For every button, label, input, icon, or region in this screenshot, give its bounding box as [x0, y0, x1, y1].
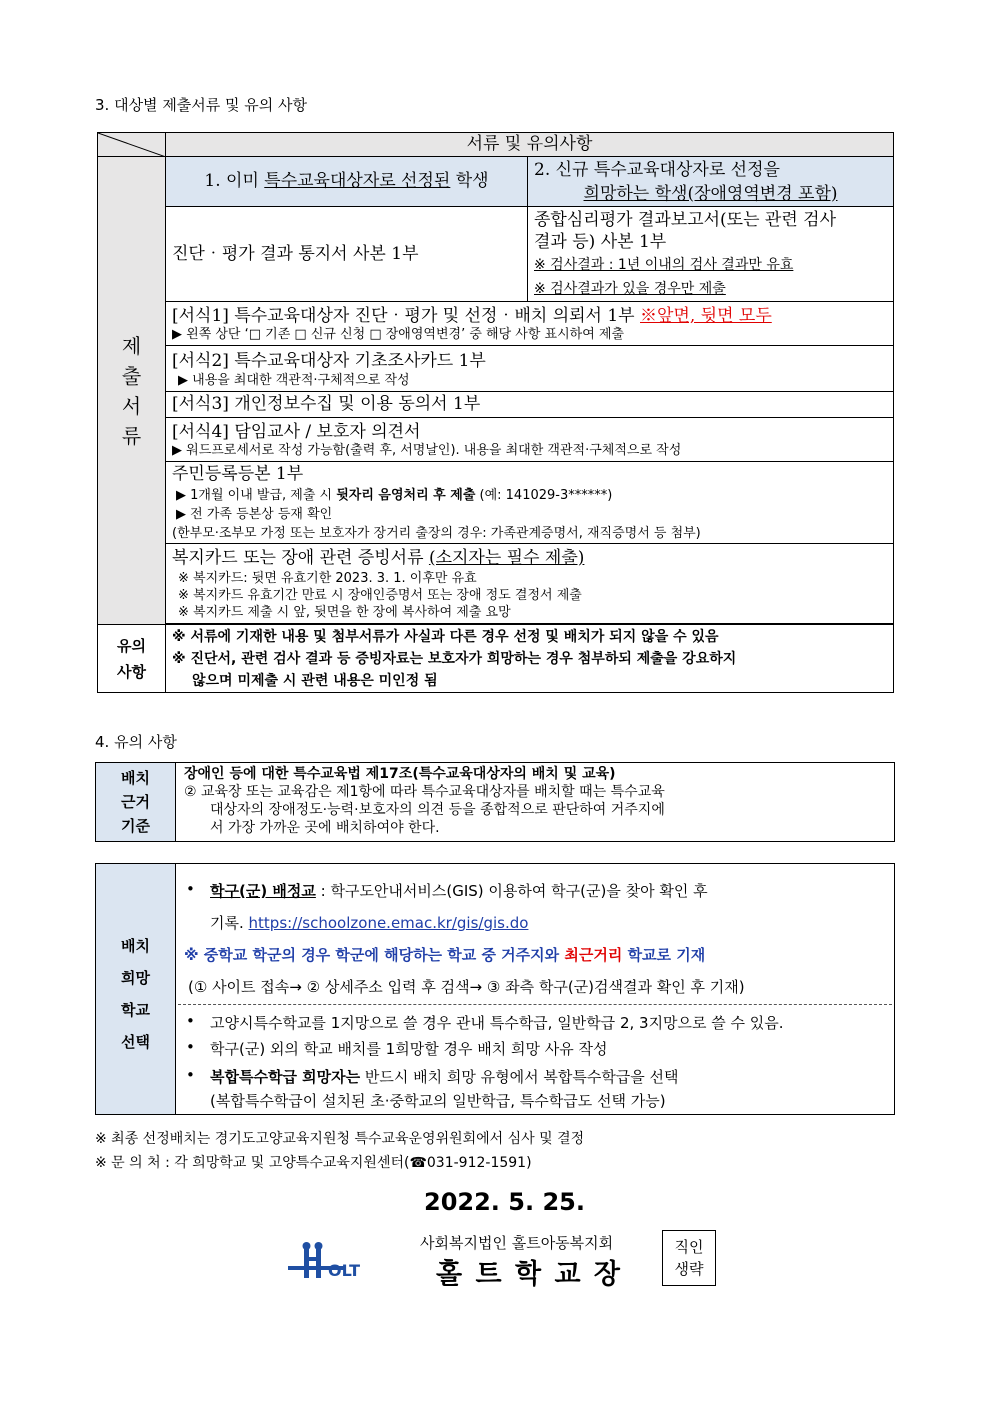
choice-item-4-line2: (복합특수학급이 설치된 초‧중학교의 일반학급, 특수학급도 선택 가능) — [210, 1092, 666, 1110]
col2-header: 2. 신규 특수교육대상자로 선정을 희망하는 학생(장애영역변경 포함) — [528, 157, 894, 207]
footnote-contact: ※ 문 의 처 : 각 희망학교 및 고양특수교육지원센터(☎031-912-1591) — [95, 1155, 532, 1171]
row1-left: 진단‧평가 결과 통지서 사본 1부 — [166, 207, 528, 302]
caution-cell: ※ 서류에 기재한 내용 및 첨부서류가 사실과 다른 경우 선정 및 배치가 되지 않을 수 있음 ※ 진단서, 관련 검사 결과 등 증빙자료는 보호자가 희망하는 경우 첨부하되 제출을 강요하지 않으며 미제출 시 관련 내용은 미인정 됨 — [166, 625, 894, 693]
diagonal-line — [98, 133, 166, 157]
middle-school-note: ※ 중학교 학군의 경우 학군에 해당하는 학교 중 거주지와 최근거리 학교로 기재 — [184, 946, 706, 964]
form3-cell: [서식3] 개인정보수집 및 이용 동의서 1부 — [166, 392, 894, 418]
footnote-final: ※ 최종 선정배치는 경기도고양교육지원청 특수교육운영위원회에서 심사 및 결정 — [95, 1131, 585, 1147]
choice-item-1-line2: 기록. https://schoolzone.emac.kr/gis/gis.do — [210, 914, 529, 932]
form4-cell: [서식4] 담임교사 / 보호자 의견서 ▶ 워드프로세서로 작성 가능함(출력 후, 서명날인). 내용을 최대한 객관적·구체적으로 작성 — [166, 418, 894, 462]
choice-item-4: 복합특수학급 희망자는 반드시 배치 희망 유형에서 복합특수학급을 선택 — [210, 1068, 679, 1086]
placement-basis-box — [95, 762, 895, 842]
bullet-dot-1: • — [186, 880, 195, 898]
submission-table — [97, 132, 894, 693]
svg-text:OLT: OLT — [328, 1261, 361, 1280]
caution-label: 유의 사항 — [98, 625, 166, 693]
organization-name: 사회복지법인 홀트아동복지회 — [420, 1234, 614, 1252]
bullet-dot-2: • — [186, 1012, 195, 1030]
row1-right: 종합심리평가 결과보고서(또는 관련 검사 결과 등) 사본 1부 ※ 검사결과 : 1년 이내의 검사 결과만 유효 ※ 검사결과가 있을 경우만 제출 — [528, 207, 894, 302]
basis-label: 배치 근거 기준 — [96, 763, 176, 841]
bullet-dot-4: • — [186, 1066, 195, 1084]
choice-item-2: 고양시특수학교를 1지망으로 쓸 경우 관내 특수학급, 일반학급 2, 3지망으로 쓸 수 있음. — [210, 1014, 784, 1032]
form2-cell: [서식2] 특수교육대상자 기초조사카드 1부 ▶ 내용을 최대한 객관적·구체적으로 작성 — [166, 346, 894, 392]
document-date: 2022. 5. 25. — [424, 1188, 585, 1216]
principal-title: 홀 트 학 교 장 — [436, 1259, 623, 1290]
holt-logo — [286, 1240, 386, 1280]
side-label-submit: 제 출 서 류 — [98, 157, 166, 625]
section4-title: 4. 유의 사항 — [95, 733, 177, 751]
seal-omitted-box: 직인 생략 — [662, 1230, 716, 1286]
corner-cell — [98, 133, 166, 157]
bullet-dot-3: • — [186, 1038, 195, 1056]
choice-item-3: 학구(군) 외의 학교 배치를 1희망할 경우 배치 희망 사유 작성 — [210, 1040, 608, 1058]
basis-text: 장애인 등에 대한 특수교육법 제17조(특수교육대상자의 배치 및 교육) ② 교육장 또는 교육감은 제1항에 따라 특수교육대상자를 배치할 때는 특수교육 대상자의 장애정도·능력·보호자의 의견 등을 종합적으로 판단하여 거주지에 서 가장 가까운 곳에 배치하여야 한다. — [184, 766, 665, 836]
choice-item-1: 학구(군) 배정교 : 학구도안내서비스(GIS) 이용하여 학구(군)을 찾아 확인 후 — [210, 882, 708, 900]
resident-cell: 주민등록등본 1부 ▶ 1개월 이내 발급, 제출 시 뒷자리 음영처리 후 제출 (예: 141029-3******) ▶ 전 가족 등본상 등재 확인 (한부모·조부모 가정 또는 보호자가 장거리 출장의 경우: 가족관계증명서, 재직증명서 등 첨부) — [166, 462, 894, 544]
school-choice-box — [95, 863, 895, 1115]
form1-cell: [서식1] 특수교육대상자 진단‧평가 및 선정‧배치 의뢰서 1부 ※앞면, 뒷면 모두 ▶ 왼쪽 상단 ‘□ 기존 □ 신규 신청 □ 장애영역변경’ 중 해당 사항 표시하여 제출 — [166, 302, 894, 346]
choice-label: 배치 희망 학교 선택 — [96, 864, 176, 1114]
table-header: 서류 및 유의사항 — [166, 133, 894, 157]
steps-text: (① 사이트 접속→ ② 상세주소 입력 후 검색→ ③ 좌측 학구(군)검색결과 확인 후 기재) — [188, 978, 745, 996]
col1-header: 1. 이미 특수교육대상자로 선정된 학생 — [166, 157, 528, 207]
holt-logo-icon — [286, 1240, 386, 1280]
welfare-cell: 복지카드 또는 장애 관련 증빙서류 (소지자는 필수 제출) ※ 복지카드: 뒷면 유효기한 2023. 3. 1. 이후만 유효 ※ 복지카드 유효기간 만료 시 장애인증명서 또는 장애 정도 결정서 제출 ※ 복지카드 제출 시 앞, 뒷면을 한 장에 복사하여 제출 요망 — [166, 544, 894, 624]
section3-title: 3. 대상별 제출서류 및 유의 사항 — [95, 96, 308, 114]
dashed-divider — [178, 1004, 892, 1005]
gis-link[interactable]: https://schoolzone.emac.kr/gis/gis.do — [248, 914, 529, 932]
